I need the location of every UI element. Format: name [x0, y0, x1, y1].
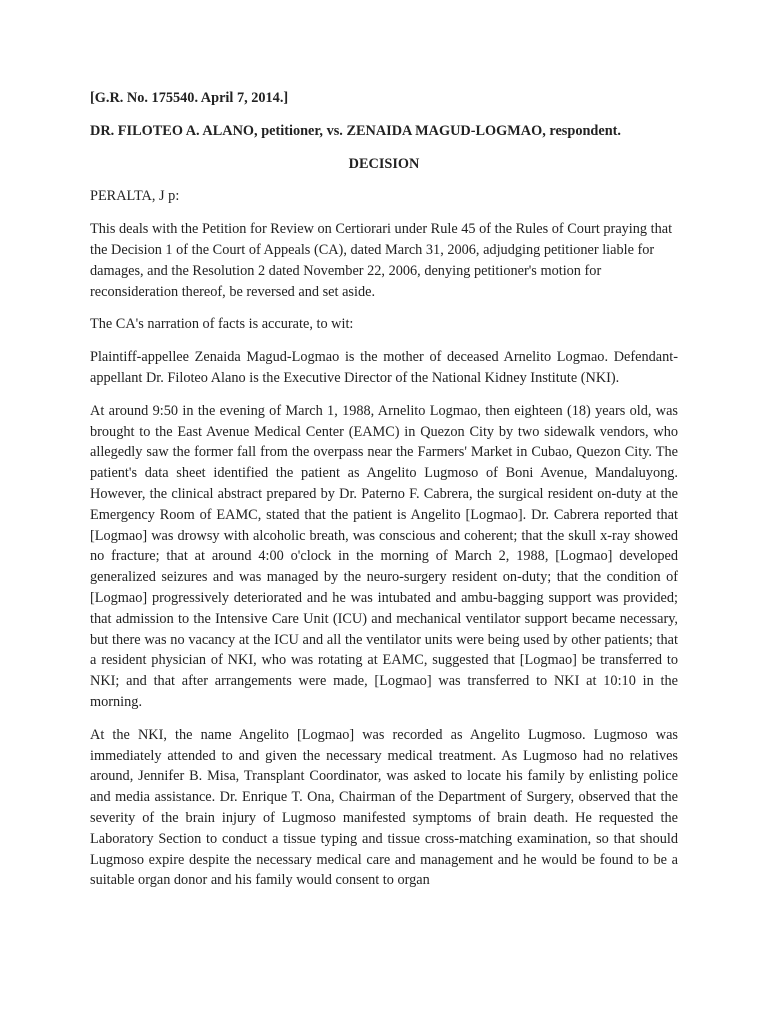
document-page — [90, 88, 678, 903]
paragraph-5: At the NKI, the name Angelito [Logmao] was recorded as Angelito Lugmoso. Lugmoso was immediately attended to and given the necessary medical treatment. As Lugmoso had no relatives around, Jennifer B. Misa, Transplant Coordinator, was asked to locate his family by enlisting police and media assistance. Dr. Enrique T. Ona, Chairman of the Department of Surgery, observed that the severity of the brain injury of Lugmoso manifested symptoms of brain death. He requested the Laboratory Section to conduct a tissue typing and tissue cross-matching examination, so that should Lugmoso expire despite the necessary medical care and management and he would be found to be a suitable organ donor and his family would consent to organ — [90, 726, 678, 889]
author-line: PERALTA, J p: — [90, 188, 180, 205]
paragraph-2: The CA's narration of facts is accurate, to wit: — [90, 316, 354, 333]
paragraph-3: Plaintiff-appellee Zenaida Magud-Logmao is the mother of deceased Arnelito Logmao. Defendant-appellant Dr. Filoteo Alano is the Executive Director of the National Kidney Institute (NKI). — [90, 349, 678, 386]
case-citation: [G.R. No. 175540. April 7, 2014.] — [90, 90, 289, 106]
section-title: DECISION — [348, 155, 420, 172]
paragraph-4: At around 9:50 in the evening of March 1, 1988, Arnelito Logmao, then eighteen (18) years old, was brought to the East Avenue Medical Center (EAMC) in Quezon City by two sidewalk vendors, who allegedly saw the former fall from the overpass near the Farmers' Market in Cubao, Quezon City. The patient's data sheet identified the patient as Angelito Lugmoso of Boni Avenue, Mandaluyong. However, the clinical abstract prepared by Dr. Paterno F. Cabrera, the surgical resident on-duty at the Emergency Room of EAMC, stated that the patient is Angelito [Logmao]. Dr. Cabrera reported that [Logmao] was drowsy with alcoholic breath, was conscious and coherent; that the skull x-ray showed no fracture; that at around 4:00 o'clock in the morning of March 2, 1988, [Logmao] developed generalized seizures and was managed by the neuro-surgery resident on-duty; that the condition of [Logmao] progressively deteriorated and he was intubated and ambu-bagging support was provided; that admission to the Intensive Care Unit (ICU) and mechanical ventilator support became necessary, but there was no vacancy at the ICU and all the ventilator units were being used by other patients; that a resident physician of NKI, who was rotating at EAMC, suggested that [Logmao] be transferred to NKI; and that after arrangements were made, [Logmao] was transferred to NKI at 10:10 in the morning. — [90, 402, 678, 710]
case-parties: DR. FILOTEO A. ALANO, petitioner, vs. ZENAIDA MAGUD-LOGMAO, respondent. — [90, 122, 622, 139]
paragraph-1: This deals with the Petition for Review on Certiorari under Rule 45 of the Rules of Court praying that the Decision 1 of the Court of Appeals (CA), dated March 31, 2006, adjudging petitioner liable for damages, and the Resolution 2 dated November 22, 2006, denying petitioner's motion for reconsideration thereof, be reversed and set aside. — [90, 221, 673, 300]
